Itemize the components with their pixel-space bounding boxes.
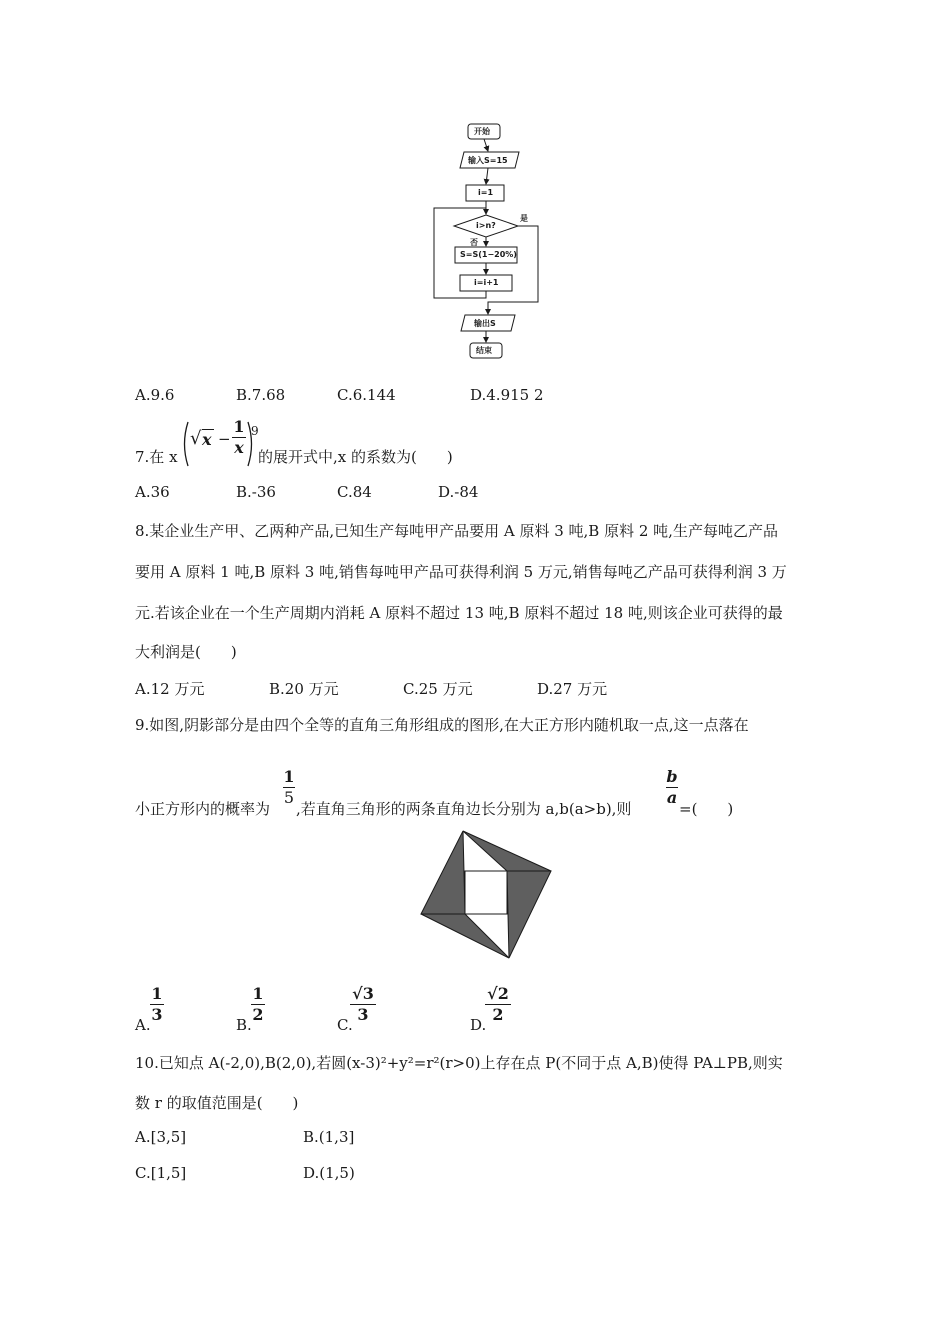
q8-line-4: 大利润是( ) — [135, 643, 237, 661]
q8-option-a: A.12 万元 — [135, 680, 205, 698]
q9-option-b-num: 1 — [252, 984, 264, 1003]
q10-option-a: A.[3,5] — [135, 1128, 187, 1146]
q9-line-1: 9.如图,阴影部分是由四个全等的直角三角形组成的图形,在大正方形内随机取一点,这一点落在 — [135, 716, 749, 734]
q8-option-d: D.27 万元 — [537, 680, 608, 698]
q9-line-2a: 小正方形内的概率为 — [135, 800, 271, 818]
q8-option-c: C.25 万元 — [403, 680, 473, 698]
q10-option-d: D.(1,5) — [303, 1164, 355, 1182]
q7-option-a: A.36 — [135, 483, 170, 501]
q7-option-d: D.-84 — [438, 483, 479, 501]
q10-option-b: B.(1,3] — [303, 1128, 355, 1146]
q9-line-2c: =( ) — [679, 800, 734, 818]
q9-ratio-num: b — [666, 767, 678, 786]
q9-option-c-num: √3 — [352, 984, 374, 1003]
q7-option-b: B.-36 — [236, 483, 276, 501]
q6-option-b: B.7.68 — [236, 386, 286, 404]
flowchart-no-label: 否 — [470, 238, 478, 247]
q9-option-a-den: 3 — [151, 1005, 163, 1024]
q7-prefix: 7.在 x — [135, 448, 178, 466]
q8-line-2: 要用 A 原料 1 吨,B 原料 3 吨,销售每吨甲产品可获得利润 5 万元,销售每吨乙产品可获得利润 3 万 — [135, 563, 787, 581]
q9-option-c-den: 3 — [357, 1005, 369, 1024]
q9-option-d-fraction — [485, 985, 511, 1024]
q6-option-d: D.4.915 2 — [470, 386, 544, 404]
q9-prob-num: 1 — [283, 767, 295, 786]
q9-option-b-label: B. — [236, 1016, 252, 1034]
q9-ratio-fraction — [666, 768, 678, 807]
flowchart-condition-label: i>n? — [476, 221, 496, 230]
q7-suffix: 的展开式中,x 的系数为( ) — [258, 448, 453, 466]
q9-option-b-den: 2 — [252, 1005, 264, 1024]
q10-line-2: 数 r 的取值范围是( ) — [135, 1094, 299, 1112]
q7-option-c: C.84 — [337, 483, 372, 501]
flowchart-increment-label: i=i+1 — [474, 278, 499, 287]
q9-option-c-fraction — [350, 985, 376, 1024]
flowchart-output-label: 输出S — [474, 319, 496, 328]
q9-ratio-den: a — [666, 788, 678, 807]
flowchart-yes-label: 是 — [520, 214, 528, 223]
q9-option-a-num: 1 — [151, 984, 163, 1003]
q9-square-figure — [415, 828, 560, 963]
q9-line-2b: ,若直角三角形的两条直角边长分别为 a,b(a>b),则 — [296, 800, 632, 818]
q8-line-1: 8.某企业生产甲、乙两种产品,已知生产每吨甲产品要用 A 原料 3 吨,B 原料 2 吨,生产每吨乙产品 — [135, 522, 778, 540]
flowchart-start-label: 开始 — [474, 127, 490, 136]
q9-option-d-label: D. — [470, 1016, 487, 1034]
q6-option-a: A.9.6 — [135, 386, 175, 404]
q7-exponent: 9 — [251, 424, 259, 438]
q9-option-d-num: √2 — [487, 984, 509, 1003]
q7-left-paren — [180, 420, 190, 468]
q7-frac-den: x — [234, 438, 244, 457]
flowchart-init-label: i=1 — [478, 188, 494, 197]
q9-probability-fraction — [283, 768, 295, 807]
q7-minus: − — [218, 430, 231, 448]
q6-option-c: C.6.144 — [337, 386, 396, 404]
q8-line-3: 元.若该企业在一个生产周期内消耗 A 原料不超过 13 吨,B 原料不超过 18 吨,则该企业可获得的最 — [135, 604, 783, 622]
q8-option-b: B.20 万元 — [269, 680, 339, 698]
q9-option-a-fraction — [150, 985, 164, 1024]
flowchart-end-label: 结束 — [476, 346, 492, 355]
q10-line-1: 10.已知点 A(-2,0),B(2,0),若圆(x-3)²+y²=r²(r>0)上存在点 P(不同于点 A,B)使得 PA⊥PB,则实 — [135, 1054, 783, 1072]
q9-option-a-label: A. — [135, 1016, 151, 1034]
q9-option-d-den: 2 — [492, 1005, 504, 1024]
q9-option-b-fraction — [251, 985, 265, 1024]
q9-option-c-label: C. — [337, 1016, 353, 1034]
q10-option-c: C.[1,5] — [135, 1164, 187, 1182]
q7-frac-num: 1 — [233, 417, 245, 436]
q9-prob-den: 5 — [283, 788, 295, 807]
flowchart-input-label: 输入S=15 — [468, 156, 508, 165]
q7-sqrt-x: x — [202, 430, 212, 449]
flowchart-update-label: S=S(1−20%) — [460, 250, 517, 259]
q7-sqrt-sign: √ — [190, 428, 202, 449]
q7-fraction — [232, 418, 246, 457]
